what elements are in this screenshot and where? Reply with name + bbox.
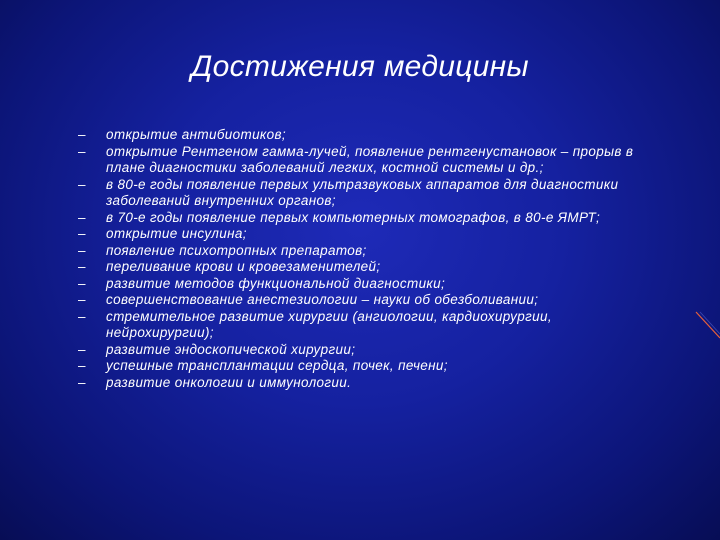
accent-line-dark xyxy=(700,312,720,334)
bullet-dash: – xyxy=(78,358,86,373)
bullet-list xyxy=(78,127,658,391)
bullet-dash: – xyxy=(78,143,86,159)
bullet-dash: – xyxy=(78,242,86,258)
list-item-text: переливание крови и кровезаменителей; xyxy=(106,259,381,274)
list-item-text: в 70-е годы появление первых компьютерных томографов, в 80-е ЯМРТ; xyxy=(106,209,601,225)
accent-line-red xyxy=(696,312,720,338)
bullet-dash: – xyxy=(78,127,86,142)
bullet-dash: – xyxy=(78,209,86,225)
list-item-text: открытие инсулина; xyxy=(106,226,247,241)
list-item xyxy=(78,375,658,392)
list-item xyxy=(78,127,658,144)
list-item xyxy=(78,342,658,359)
bullet-dash: – xyxy=(78,308,86,324)
list-item xyxy=(78,210,658,227)
list-item-text: стремительное развитие хирургии (ангиологии, кардиохирургии, нейрохирургии); xyxy=(106,308,552,340)
slide-title: Достижения медицины xyxy=(191,50,529,83)
list-item-text: открытие антибиотиков; xyxy=(106,127,287,142)
bullet-dash: – xyxy=(78,226,86,241)
list-item xyxy=(78,243,658,260)
list-item-text: в 80-е годы появление первых ультразвуковых аппаратов для диагностики заболеваний внутренних органов; xyxy=(106,176,619,208)
list-item-text: успешные трансплантации сердца, почек, печени; xyxy=(106,358,448,373)
list-item-text: совершенствование анестезиологии – науки об обезболивании; xyxy=(106,292,539,307)
list-item-text: развитие эндоскопической хирургии; xyxy=(106,341,356,357)
list-item xyxy=(78,226,658,243)
list-item xyxy=(78,276,658,293)
list-item xyxy=(78,358,658,375)
bullet-dash: – xyxy=(78,275,86,291)
list-item xyxy=(78,292,658,309)
list-item xyxy=(78,144,658,177)
bullet-dash: – xyxy=(78,341,86,357)
list-item xyxy=(78,177,658,210)
list-item xyxy=(78,259,658,276)
list-item-text: открытие Рентгеном гамма-лучей, появление рентгенустановок – прорыв в плане диагностики заболеваний легких, костной системы и др.; xyxy=(106,143,634,175)
bullet-dash: – xyxy=(78,259,86,274)
list-item-text: развитие онкологии и иммунологии. xyxy=(106,374,352,390)
bullet-dash: – xyxy=(78,176,86,192)
list-item-text: появление психотропных препаратов; xyxy=(106,242,367,258)
bullet-dash: – xyxy=(78,374,86,390)
list-item-text: развитие методов функциональной диагностики; xyxy=(106,275,446,291)
bullet-dash: – xyxy=(78,292,86,307)
list-item xyxy=(78,309,658,342)
